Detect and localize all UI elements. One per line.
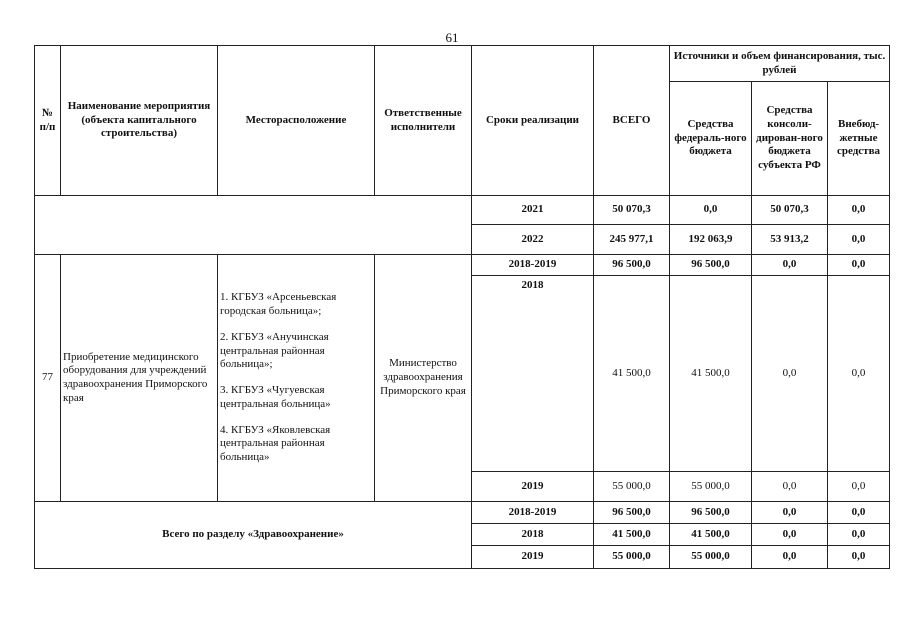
period-cell: 2019 [472,472,594,502]
period-cell: 2018 [472,524,594,546]
period-cell: 2018-2019 [472,502,594,524]
regional-cell: 0,0 [752,276,828,472]
total-cell: 50 070,3 [594,196,670,225]
total-cell: 55 000,0 [594,472,670,502]
off-budget-cell: 0,0 [828,255,890,276]
item-name: Приобретение медицинского оборудования для учреждений здравоохранения Приморского края [61,255,218,502]
regional-cell: 0,0 [752,502,828,524]
header-federal: Средства федераль-ного бюджета [670,82,752,196]
header-location: Месторасположение [218,46,375,196]
off-budget-cell: 0,0 [828,472,890,502]
location-item: 2. КГБУЗ «Анучинская центральная районная больница»; [220,330,329,371]
regional-cell: 0,0 [752,546,828,569]
off-budget-cell: 0,0 [828,546,890,569]
location-item: 3. КГБУЗ «Чугуевская центральная больница» [220,384,331,410]
total-cell: 245 977,1 [594,225,670,255]
federal-cell: 192 063,9 [670,225,752,255]
total-cell: 96 500,0 [594,502,670,524]
federal-cell: 96 500,0 [670,502,752,524]
total-cell: 41 500,0 [594,276,670,472]
item-number: 77 [35,255,61,502]
federal-cell: 55 000,0 [670,472,752,502]
off-budget-cell: 0,0 [828,225,890,255]
regional-cell: 0,0 [752,255,828,276]
off-budget-cell: 0,0 [828,502,890,524]
header-num: № п/п [35,46,61,196]
regional-cell: 50 070,3 [752,196,828,225]
location-item: 4. КГБУЗ «Яковлевская центральная районная больница» [220,423,331,463]
federal-cell: 0,0 [670,196,752,225]
item-locations [218,255,375,502]
regional-cell: 0,0 [752,524,828,546]
location-item: 1. КГБУЗ «Арсеньевская городская больница»; [220,291,337,317]
page-number: 61 [445,30,459,45]
federal-cell: 96 500,0 [670,255,752,276]
regional-cell: 53 913,2 [752,225,828,255]
period-cell: 2018 [472,276,594,472]
header-total: ВСЕГО [594,46,670,196]
table-row [35,196,890,225]
header-period: Сроки реализации [472,46,594,196]
header-name: Наименование мероприятия (объекта капитального строительства) [61,46,218,196]
period-cell: 2018-2019 [472,255,594,276]
section-total-label: Всего по разделу «Здравоохранение» [35,502,472,569]
header-sources: Источники и объем финансирования, тыс. рублей [670,46,890,82]
off-budget-cell: 0,0 [828,196,890,225]
empty-cell [35,196,472,255]
table-row [35,502,890,524]
period-cell: 2019 [472,546,594,569]
header-responsible: Ответственные исполнители [375,46,472,196]
header-offbudget: Внебюд-жетные средства [828,82,890,196]
table-row [35,255,890,276]
off-budget-cell: 0,0 [828,276,890,472]
header-regional: Средства консоли-дирован-ного бюджета субъекта РФ [752,82,828,196]
federal-cell: 41 500,0 [670,524,752,546]
off-budget-cell: 0,0 [828,524,890,546]
federal-cell: 55 000,0 [670,546,752,569]
period-cell: 2021 [472,196,594,225]
total-cell: 41 500,0 [594,524,670,546]
period-cell: 2022 [472,225,594,255]
regional-cell: 0,0 [752,472,828,502]
total-cell: 96 500,0 [594,255,670,276]
federal-cell: 41 500,0 [670,276,752,472]
item-responsible: Министерство здравоохранения Приморского края [375,255,472,502]
total-cell: 55 000,0 [594,546,670,569]
financing-table [34,45,890,569]
